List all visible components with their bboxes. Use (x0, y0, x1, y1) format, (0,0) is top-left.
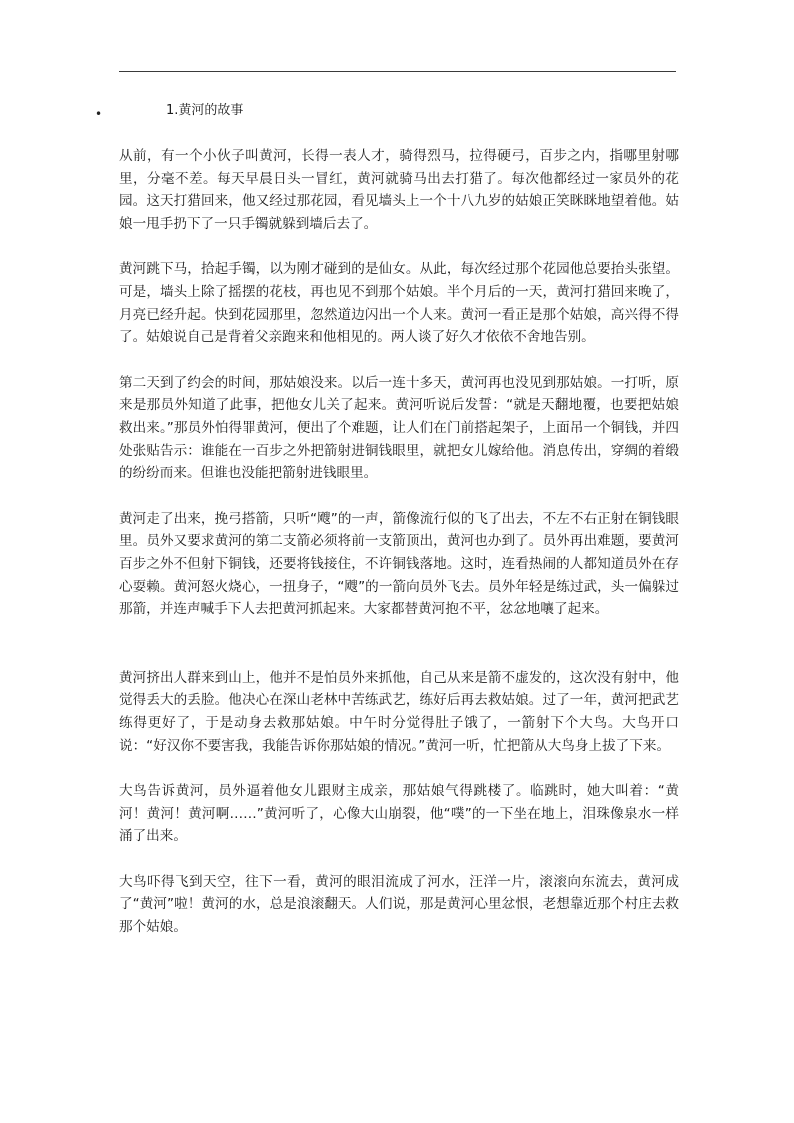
story-paragraph-4: 黄河走了出来，挽弓搭箭，只听“飕”的一声，箭像流行似的飞了出去，不左不右正射在铜钱眼里。员外又要求黄河的第二支箭必须将前一支箭顶出，黄河也办到了。员外再出难题，要黄河百步之外不但射下铜钱，还要将钱接住，不许铜钱落地。这时，连看热闹的人都知道员外在存心耍赖。黄河怒火烧心，一扭身子，“飕”的一箭向员外飞去。员外年轻是练过武，头一偏躲过那箭，并连声喊手下人去把黄河抓起来。大家都替黄河抱不平，忿忿地嚷了起来。 (119, 510, 679, 618)
top-horizontal-rule (119, 71, 676, 72)
story-heading: 1.黄河的故事 (166, 103, 244, 118)
story-paragraph-7: 大鸟吓得飞到天空，往下一看，黄河的眼泪流成了河水，汪洋一片，滚滚向东流去，黄河成了“黄河”啦！黄河的水，总是浪滚翻天。人们说，那是黄河心里忿恨，老想靠近那个村庄去救那个姑娘。 (119, 873, 679, 935)
story-paragraph-5: 黄河挤出人群来到山上，他并不是怕员外来抓他，自己从来是箭不虚发的，这次没有射中，他觉得丢大的丢脸。他决心在深山老林中苦练武艺，练好后再去救姑娘。过了一年，黄河把武艺练得更好了，于是动身去救那姑娘。中午时分觉得肚子饿了，一箭射下个大鸟。大鸟开口说：“好汉你不要害我，我能告诉你那姑娘的情况。”黄河一听，忙把箭从大鸟身上拔了下来。 (119, 669, 679, 754)
story-paragraph-6: 大鸟告诉黄河，员外逼着他女儿跟财主成亲，那姑娘气得跳楼了。临跳时，她大叫着：“黄河！黄河！黄河啊……”黄河听了，心像大山崩裂，他“噗”的一下坐在地上，泪珠像泉水一样涌了出来。 (119, 782, 679, 845)
list-bullet: • (95, 107, 103, 121)
story-body (119, 145, 679, 939)
story-paragraph-1: 从前，有一个小伙子叫黄河，长得一表人才，骑得烈马，拉得硬弓，百步之内，指哪里射哪里，分毫不差。每天早晨日头一冒红，黄河就骑马出去打猎了。每次他都经过一家员外的花园。这天打猎回来，他又经过那花园，看见墙头上一个十八九岁的姑娘正笑眯眯地望着他。姑娘一甩手扔下了一只手镯就躲到墙后去了。 (119, 148, 679, 233)
story-paragraph-2: 黄河跳下马，拾起手镯，以为刚才碰到的是仙女。从此，每次经过那个花园他总要抬头张望。可是，墙头上除了摇摆的花枝，再也见不到那个姑娘。半个月后的一天，黄河打猎回来晚了，月亮已经升起。快到花园那里，忽然道边闪出一个人来。黄河一看正是那个姑娘，高兴得不得了。姑娘说自己是背着父亲跑来和他相见的。两人谈了好久才依依不舍地告别。 (119, 261, 679, 346)
story-paragraph-3: 第二天到了约会的时间，那姑娘没来。以后一连十多天，黄河再也没见到那姑娘。一打听，原来是那员外知道了此事，把他女儿关了起来。黄河听说后发誓：“就是天翻地覆，也要把姑娘救出来。”那员外怕得罪黄河，便出了个难题，让人们在门前搭起架子，上面吊一个铜钱，并四处张贴告示：谁能在一百步之外把箭射进铜钱眼里，就把女儿嫁给他。消息传出，穿绸的着缎的纷纷而来。但谁也没能把箭射进钱眼里。 (119, 374, 679, 482)
